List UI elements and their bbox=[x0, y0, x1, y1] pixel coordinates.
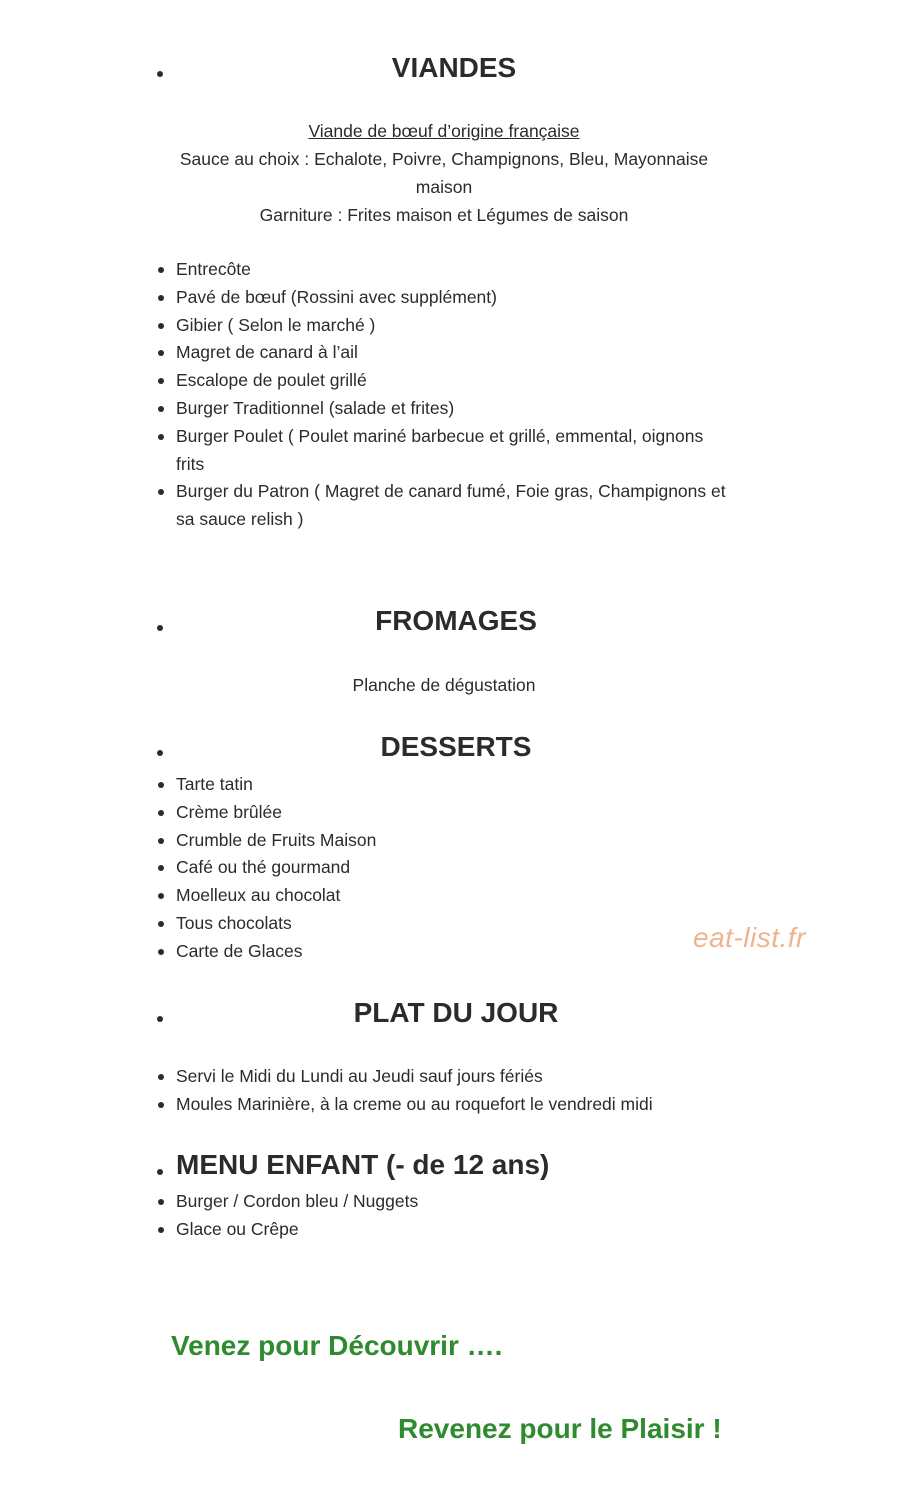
list-item: Burger Traditionnel (salade et frites) bbox=[158, 395, 738, 423]
viandes-heading: VIANDES bbox=[391, 52, 517, 83]
viandes-subtitle: Viande de bœuf d’origine française bbox=[308, 121, 580, 141]
section-bullet bbox=[157, 1016, 163, 1022]
plat-du-jour-heading: PLAT DU JOUR bbox=[353, 997, 559, 1028]
fromages-text: Planche de dégustation bbox=[352, 675, 536, 695]
list-item: Tous chocolats bbox=[158, 910, 738, 938]
list-item: Burger du Patron ( Magret de canard fumé, Foie gras, Champignons et sa sauce relish ) bbox=[158, 478, 731, 534]
list-item: Café ou thé gourmand bbox=[158, 854, 738, 882]
fromages-heading: FROMAGES bbox=[375, 605, 537, 636]
list-item: Gibier ( Selon le marché ) bbox=[158, 312, 738, 340]
list-item: Crumble de Fruits Maison bbox=[158, 827, 738, 855]
viandes-info bbox=[170, 117, 718, 229]
list-item: Entrecôte bbox=[158, 256, 738, 284]
desserts-heading: DESSERTS bbox=[380, 731, 532, 762]
viandes-garniture: Garniture : Frites maison et Légumes de saison bbox=[259, 205, 629, 225]
section-bullet bbox=[157, 625, 163, 631]
list-item: Moelleux au chocolat bbox=[158, 882, 738, 910]
list-item: Glace ou Crêpe bbox=[158, 1216, 738, 1244]
slogan-pleasure: Revenez pour le Plaisir ! bbox=[398, 1413, 722, 1444]
section-bullet bbox=[157, 750, 163, 756]
menu-enfant-heading: MENU ENFANT (- de 12 ans) bbox=[176, 1149, 550, 1180]
list-item: Pavé de bœuf (Rossini avec supplément) bbox=[158, 284, 738, 312]
menu-enfant-list bbox=[158, 1188, 738, 1244]
list-item: Burger Poulet ( Poulet mariné barbecue et grillé, emmental, oignons frits bbox=[158, 423, 736, 479]
list-item: Escalope de poulet grillé bbox=[158, 367, 738, 395]
slogan-discover: Venez pour Découvrir …. bbox=[171, 1330, 503, 1361]
list-item: Servi le Midi du Lundi au Jeudi sauf jours fériés bbox=[158, 1063, 738, 1091]
section-bullet bbox=[157, 71, 163, 77]
list-item: Moules Marinière, à la creme ou au roquefort le vendredi midi bbox=[158, 1091, 738, 1119]
list-item: Tarte tatin bbox=[158, 771, 738, 799]
list-item: Crème brûlée bbox=[158, 799, 738, 827]
list-item: Carte de Glaces bbox=[158, 938, 738, 966]
desserts-list bbox=[158, 771, 738, 966]
watermark: eat-list.fr bbox=[693, 922, 806, 953]
viandes-list bbox=[158, 256, 738, 534]
section-bullet bbox=[157, 1169, 163, 1175]
list-item: Magret de canard à l’ail bbox=[158, 339, 738, 367]
viandes-sauce: Sauce au choix : Echalote, Poivre, Champignons, Bleu, Mayonnaise maison bbox=[179, 149, 709, 197]
list-item: Burger / Cordon bleu / Nuggets bbox=[158, 1188, 738, 1216]
plat-du-jour-list bbox=[158, 1063, 738, 1119]
